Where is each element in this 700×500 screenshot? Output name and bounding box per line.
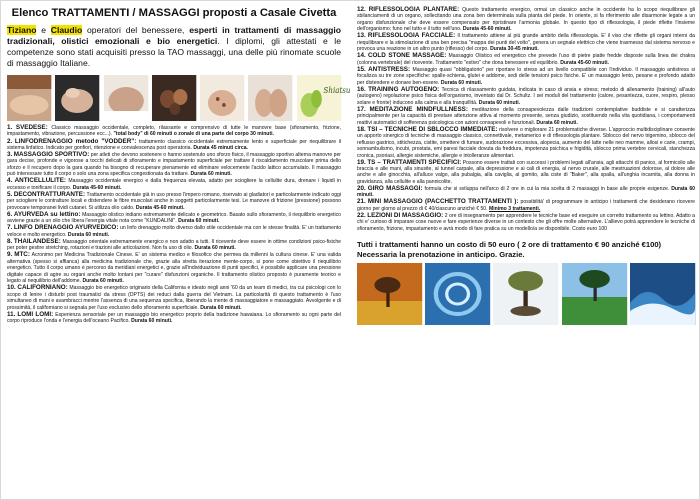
treatment-duration: Durata 60 minuti. <box>440 79 483 86</box>
treatment-duration: Durata 60 minuti. <box>82 278 124 285</box>
intro-conjunction: e <box>36 25 51 35</box>
treatment-number: 9. <box>7 251 13 259</box>
treatment-description: Massaggio orientale estremamente energico e non adatto a tutti. Il ricevente deve essere in ottime condizioni psico-fisiche per poter gestire stretching, rotazioni e trazioni alle articolazioni. Non fa uso di olio. <box>7 238 342 252</box>
treatment-description: Massaggio olistico indiano estremamente delicato e geometrico. Basato sullo sfioramento, il riequilibrio energetico avviene grazie a un olio che libera l'energia vitale nota come "KUNDALINI". <box>7 211 341 225</box>
treatment-description: Massaggio bio energetico originario della California e ideato negli anni '60 da un team di medici, tra cui psicologi con lo scopo di lenire i disturbi post traumatici da stress (DPTS) dei reduci dalla guerra del Vietnam. La particolarità di questo trattamento è l'uso simultaneo di mani e avambracci mentre l'assenza di una sequenza specifica, liberando la mente di massaggiatore e massaggiato. Avvolgente e di prossimità, il californiano si segnala per l'uso esclusivo dello sfioramento superficiale. <box>7 285 342 311</box>
pricing-footer <box>357 240 695 259</box>
treatment-name: ANTICELLULITE: <box>14 177 67 185</box>
treatment-duration: Durata 60 minuti. <box>194 245 236 252</box>
treatment-item <box>7 285 341 311</box>
treatment-name: MINI MASSAGGIO (PACCHETTO TRATTAMENTI ): <box>367 198 519 206</box>
treatment-description: Massaggio occidentale energico e dalla frequenza elevata, adatto per sciogliere la cellulite dura, drenare i liquidi in eccesso e tonificare il corpo. <box>7 178 341 191</box>
treatment-item <box>7 225 341 238</box>
treatment-number: 1. <box>7 124 13 131</box>
treatment-duration: Durata 60 minuti. <box>178 218 220 225</box>
photo-wave <box>630 263 695 325</box>
treatment-name: LEZIONI DI MASSAGGIO: <box>367 211 444 219</box>
massage-photo-3 <box>104 75 148 121</box>
treatment-duration: Durata 30-45 minuti. <box>490 46 539 53</box>
treatment-number: 10. <box>7 284 16 292</box>
treatment-duration: Durata 45 minuti circa. <box>193 144 248 151</box>
treatment-item <box>357 7 695 33</box>
treatment-description: Classico massaggio occidentale, completo, rilassante e comprensivo di tutte le manovre base (sfioramento, frizione, impastamento, vibrazione, percussione ecc...). <box>7 125 342 138</box>
treatment-item <box>7 212 341 225</box>
treatment-duration: Durata 60 minuti. <box>190 171 232 178</box>
treatment-number: 12. <box>357 6 366 13</box>
treatment-item <box>7 252 341 284</box>
treatment-item <box>357 127 695 159</box>
treatment-item <box>357 213 695 232</box>
operator-name-1: Tiziano <box>7 25 37 35</box>
treatment-item <box>7 152 341 178</box>
treatment-name: LINFO DRENAGGIO AYURVEDICO: <box>13 224 119 232</box>
treatment-name: DECONTRATTURANTE: <box>13 190 86 198</box>
photo-tree-field-2 <box>562 263 627 325</box>
treatment-number: 3. <box>7 151 13 158</box>
nature-photo-strip <box>357 263 695 325</box>
treatment-number: 22. <box>357 211 366 219</box>
treatment-description: per atleti che devono sostenere o hanno sostenuto uno sforzo fisico, il massaggio sportivo alterna manovre per gara decise, profonde e vigorose a tocchi delicati di sfioramento e impastamento superficiale per trattare il riscaldamento muscolare prima dello sforzo e il recupero dopo la gara quando ha bisogno di recuperare pienamente ed eliminare velocemente l'acido lattico accumulato. Il massaggio può interessare tutto il corpo o solo una zona specifica congestionata da trattare. <box>7 152 341 178</box>
treatment-item <box>7 312 341 325</box>
photo-swirl-blue <box>425 263 490 325</box>
massage-photo-1 <box>7 75 51 121</box>
treatment-duration: Durata 60 minuti. <box>536 119 578 126</box>
operator-name-2: Claudio <box>50 25 83 35</box>
page-title: Elenco TRATTAMENTI / MASSAGGI proposti a Casale Civetta <box>11 7 337 19</box>
treatment-description: Esperienza sensoriale per un massaggio bio energetico proprio della tradizione hawaiana. Lo sfioramento su ogni parte del corpo riproduce l'onda e l'energia dell'oceano Pacifico. <box>7 311 341 325</box>
treatment-name: MTC: <box>14 251 30 259</box>
treatment-description: Massaggio Olistico ed energetico che prevede l'uso di pietre piatte fredde disposte sulla linea dei chakra (colonna vertebrale) del ricevente. Trattamento "estivo" che dona benessere ed equilibrio. <box>357 53 695 66</box>
massage-photo-5 <box>200 75 244 121</box>
treatment-item <box>357 53 695 66</box>
treatment-duration: Durata 45-60 minuti. <box>462 26 512 33</box>
treatment-item <box>357 67 695 86</box>
treatment-name: TS – TRATTAMENTI SPECIFICI: <box>367 158 462 166</box>
treatment-name: CALIFORNIANO: <box>17 284 68 292</box>
treatment-number: 6. <box>7 210 13 218</box>
treatment-name: COLD STONE MASSAGE: <box>367 52 447 60</box>
treatment-duration: Durata 45-60 minuti. <box>560 59 609 66</box>
treatment-number: 16. <box>357 85 366 93</box>
treatment-name: MEDITAZIONE MINDFULLNESS: <box>369 105 468 113</box>
treatment-name: AYURVEDA su lettino: <box>13 210 81 218</box>
treatment-number: 5. <box>7 190 13 198</box>
left-column <box>7 1 351 325</box>
treatment-item <box>357 160 695 186</box>
massage-photo-6 <box>248 75 292 121</box>
treatment-list-right <box>357 7 695 232</box>
treatment-number: 15. <box>357 65 366 73</box>
treatment-name: SVEDESE: <box>15 124 48 131</box>
booking-line: Necessaria la prenotazione in anticipo. Grazie. <box>357 249 525 259</box>
treatment-name: RIFLESSOLOGIA FACCIALE: <box>367 32 456 40</box>
treatment-number: 2. <box>7 137 13 145</box>
treatment-description: 2 ore di insegnamento per apprendere le tecniche base ed eseguire un corretto trattamento su lettino. Adatto a chi e' curioso di imparare cose nuove e fare esperienze diverse in un contesto che gli offre molte alternative. L'allievo potrà apprendere le tecniche di sfioramento, frizione, impastamento e avrà modo di fare pratica su un modello/a se disponibile. Costo euro 100 <box>357 212 695 232</box>
treatment-description: risolvere o migliorare 21 problematiche diverse. L'approccio multidisciplinare consente un apporto sinergico di tecniche di massaggio classico, connettivale, metamerico e di riflessologia plantare. Sblocco del nervo trigemino, sblocco del reflusso gastrico, stitichezza, cistite, smettere di fumare, sudorazione eccessiva, alopecia, aumento del latte nelle neo mamme, allosi e carie, crampi, sonnambulismo, incubi, prostata, emi paresi facciale dovuta da freddura, impotenza psichica e frigidità, sblocco prima vertebre cervicali, stanchezza cronica, psoriasi, allergie sistemiche, allergie e intolleranze alimentari. <box>357 126 695 159</box>
treatment-duration: Durata 60 minuti. <box>67 231 110 238</box>
treatment-duration: Durata 60 minuti. <box>131 318 173 325</box>
massage-photo-4 <box>152 75 196 121</box>
treatment-name: ANTISTRESS: <box>368 65 411 73</box>
treatment-number: 11. <box>7 310 16 318</box>
treatment-item <box>7 239 341 252</box>
intro-bold: esperti in trattamenti di massaggio tradizionali, olistici emozionali e bio energetici <box>7 25 341 46</box>
treatment-number: 18. <box>357 125 366 133</box>
treatment-item <box>357 199 695 212</box>
treatment-item <box>357 107 695 126</box>
treatment-item <box>7 125 341 138</box>
treatment-number: 19. <box>357 158 366 166</box>
treatment-duration: "total body" di 60 minuti o zonale di una parte del corpo 30 minuti. <box>113 131 274 138</box>
pricing-line: Tutti i trattamenti hanno un costo di 50 euro ( 2 ore di trattamento € 90 anziché €100) <box>357 240 662 250</box>
treatment-description: meditazione della consapevolezza dalle tradizioni contemplative buddiste e si caratterizza principalmente per la capacità di prestare attenzione attiva al momento presente, senza giudizio, sostituendo nella vita quotidiana, i comportamenti reattivi automatici di sofferenza psicologica con azioni consapevoli e funzionali. <box>357 106 695 126</box>
treatment-number: 17. <box>357 105 366 113</box>
treatment-name: THAILANDESE: <box>13 237 61 245</box>
treatment-name: TSI – TECNICHE DI SBLOCCO IMMEDIATE: <box>367 125 498 133</box>
treatment-description: possibilità' di programmare in anticipo i trattamenti che desiderano ricevere giorno per giorno al prezzo di € 40/ciascuno anziché € 50. <box>357 199 695 212</box>
photo-tree-roots <box>493 263 558 325</box>
massage-photo-2 <box>55 75 99 121</box>
intro-paragraph <box>7 25 341 69</box>
treatment-description: Trattamento occidentale già in uso presso l'impero romano, riservato ai gladiatori e particolarmente indicato oggi per sciogliere le contratture locali e distendere le fibre muscolari anche in soggetti particolarmente tesi. Le manovre di frizione (pressione) possono provocare temporanei lividi cutanei. Si utilizza olio caldo. <box>7 191 341 211</box>
treatment-number: 4. <box>7 177 13 185</box>
intro-text-2: . I diplomi, gli attestati e le competenze sono stati acquisiti presso la TAO massaggi, una delle più rinomate scuole di massaggio Italiane. <box>7 36 341 68</box>
treatment-note: Minimo 3 trattamenti. <box>488 205 541 212</box>
treatment-number: 21. <box>357 198 366 206</box>
shiatsu-signature: Shiatsu <box>323 85 351 96</box>
treatment-description: Il trattamento attiene al più grande ambito della riflessologia. E' il viso che riflette gli organi interni da riequilibrare e la stimolazione di una ben precisa "mappa dei punti del volto", genera un segnale elettrico che viene trasmesso dal sistema nervoso e provoca una reazione in un altro punto (riflesso) del corpo. <box>357 33 695 53</box>
treatment-duration: Durata 45-60 minuti. <box>135 204 185 211</box>
treatment-item <box>357 33 695 52</box>
treatment-duration: Durata 45-60 minuti. <box>72 184 122 191</box>
treatment-name: LINFODRENAGGIO metodo "VODDER": <box>14 137 137 145</box>
treatment-description: formula che si sviluppa nell'arco di 2 ore in cui la mia scelta di 2 massaggi in base alle proprie esigenze. <box>424 185 672 192</box>
treatment-duration: Durata 60 minuti. <box>200 304 242 311</box>
treatment-duration: Durata 60 minuti. <box>357 185 695 199</box>
massage-photo-strip <box>7 75 351 121</box>
treatment-duration: Durata 60 minuti. <box>478 99 521 106</box>
treatment-description: Questo trattamento energico, ormai un classico anche in occidente ha lo scopo riequilibrare gli sbilanciamenti di un organo, sollecitando una zona ben determinata sulla pianta del piede. In oriente, si fa riferimento alle disarmonie legate a un organo disfunzionale che deve essere compensato per ripristinare l'armonia globale. In questo tipo di riflessologia, il piede riflette l'insieme dell'organismo; funo nel tutto e il tutto nell'uno. <box>357 7 696 33</box>
treatment-number: 8. <box>7 237 13 245</box>
treatment-description: Acronimo per Medicina Tradizionale Cinese. E' un sistema medico e filosofico che permea da millenni la cultura cinese. E' una valida alternativa (spesso si affianca) alla medicina tradizionale che, grazie alla stretta iterazione mente-corpo, si pone come obiettivo il riequilibrio energetico. Tutto il corpo umano è percorso da meridiani energetici e, grazie all'individuazione di punti specifici, è possibile applicare una pressione digitale capace di agire su organi anche molto lontani per "curare" disfunzioni organiche. Il trattamento olistico proposto è puramente teorico e legato al riequilibrio dell'addome. <box>7 252 341 285</box>
treatment-description: trattamento classico occidentale estremamente lento e superficiale per riequilibrare il sistema linfatico. Indicato per gonfiori, ritenzione e convalescenza post operatoria. <box>7 138 341 151</box>
right-column <box>357 1 695 325</box>
treatment-description: Massaggio quasi "obbligatorio" per riportare lo stress ad un livello compatibile con l'individuo. Il massaggio antistress si focalizza su tre zone specifiche: spalle-schiena, glutei e addome, sedi delle tensioni psico fisiche. E' un massaggio lento, pesane e profondo adatto per distendere e donare ben-essere. <box>357 66 696 86</box>
photo-tree-field <box>357 263 422 325</box>
treatment-item <box>357 186 695 199</box>
treatment-item <box>7 192 341 211</box>
treatment-number: 13. <box>357 32 366 40</box>
treatment-item <box>7 139 341 152</box>
treatment-name: RIFLESSOLOGIA PLANTARE: <box>368 6 460 13</box>
treatment-name: LOMI LOMI: <box>17 310 54 318</box>
treatment-description: Tecnica di rilassamento guidata, indicata in caso di ansia e stress; metodo di allenamento (training) all'auto (autogeno) regolazione psico fisica dell'organismo, inventato dal Dr. Schultz. I sei moduli del trattamento (calore, pesantezza, cuore, respiro, plesso solare e fronte) inducono alla calma e alla tranquillità. <box>357 86 695 106</box>
treatment-name: GIRO MASSAGGI: <box>367 184 423 192</box>
treatment-number: 14. <box>357 52 366 60</box>
treatment-number: 20. <box>357 184 366 192</box>
shiatsu-photo <box>297 75 351 121</box>
intro-text-1: operatori del benessere, <box>82 25 190 35</box>
treatment-description: Possono essere trattati con successi i problemi legati all'ansia, agli attacchi di panico, al formicolio alle braccia e alle mani, alla sinusite, al tunnel carpale, alla depressione e ai cali di energia, al nervo crurale, alle mestruazioni dolorose, al dolore alle anche e alle ginocchia, all'alluce valgo, alla pubalgia, alla caviglia, al gomito, alla ciste di "Baker", alla spalla, all'unghia incarnita, alla donna in gravidanza, alla cellulite e alla pannicolite. <box>357 159 695 185</box>
treatment-item <box>7 178 341 191</box>
treatment-item <box>357 87 695 106</box>
treatment-list-left <box>7 125 341 325</box>
treatment-name: TRAINING AUTOGENO: <box>368 85 440 93</box>
treatment-number: 7. <box>7 224 13 232</box>
treatment-description: un linfo drenaggio molto diverso dallo stile occidentale ma con le stesse finalità. E' un trattamento veloce e molto energetico. <box>7 225 342 238</box>
treatment-name: MASSAGGIO SPORTIVO: <box>13 151 90 158</box>
